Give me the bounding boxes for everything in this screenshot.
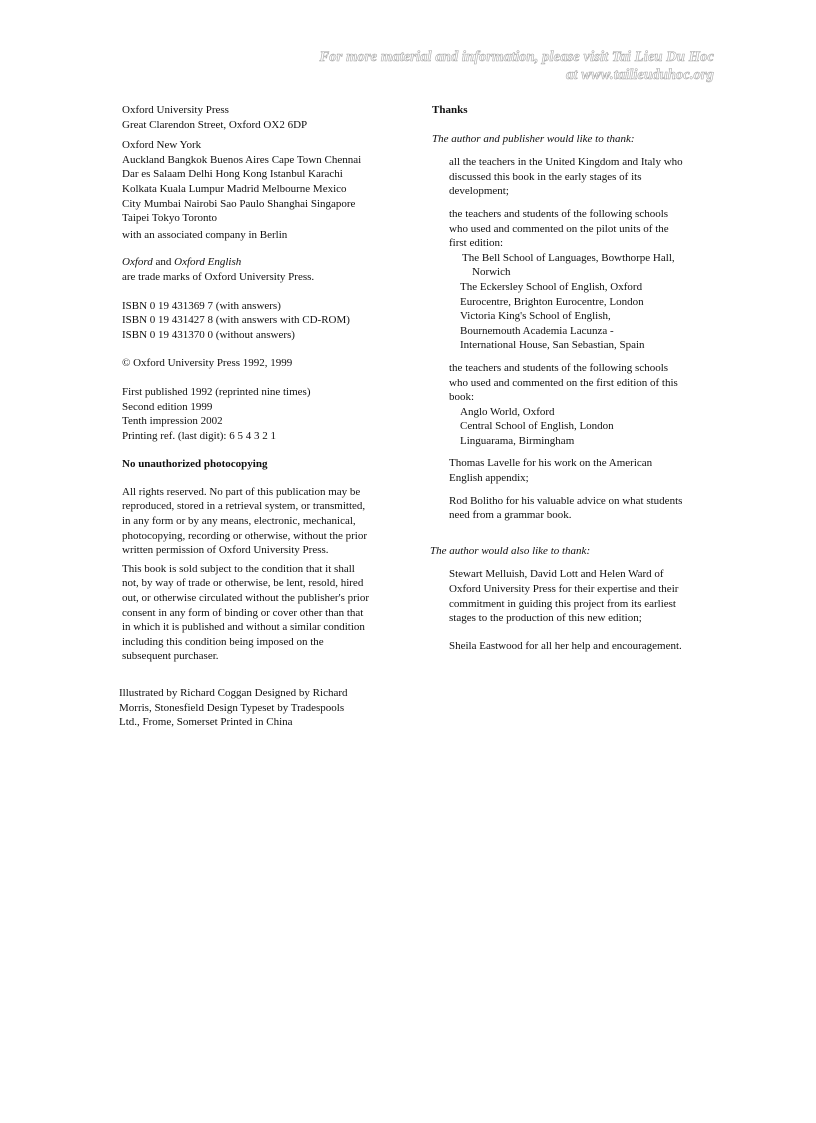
trademark-line: are trade marks of Oxford University Press.	[122, 270, 315, 283]
no-photocopying-heading	[122, 457, 422, 472]
credits-line: Ltd., Frome, Somerset Printed in China	[119, 716, 293, 729]
copyright-notice	[122, 356, 422, 371]
condition-line: in which it is published and without a similar condition	[122, 621, 365, 634]
trademark-and: and	[152, 256, 175, 269]
imprint-column	[119, 103, 422, 730]
condition-line: subsequent purchaser.	[122, 650, 219, 663]
credits-line: Morris, Stonesfield Design Typeset by Tradespools	[119, 701, 345, 714]
first-edition-school: Anglo World, Oxford	[460, 405, 555, 418]
no-photocopying-line: No unauthorized photocopying	[122, 458, 268, 471]
trademark-oxford: Oxford	[122, 256, 153, 269]
teachers-line: discussed this book in the early stages of its	[449, 170, 642, 183]
staff-line: commitment in guiding this project from its earliest	[449, 597, 676, 610]
cities-line: Oxford New York	[122, 139, 202, 152]
isbn-list	[122, 299, 422, 343]
production-credits	[119, 686, 422, 730]
thanks-bolitho	[431, 494, 721, 523]
edition-line: Second edition 1999	[122, 400, 213, 413]
author-thanks-intro	[430, 544, 721, 559]
rights-line: All rights reserved. No part of this publication may be	[122, 485, 361, 498]
watermark-line-1: For more material and information, please visit Tai Lieu Du Hoc	[319, 49, 714, 65]
rights-line: reproduced, stored in a retrieval system, or transmitted,	[122, 500, 366, 513]
trademark-oxford-english: Oxford English	[174, 256, 242, 269]
copyright-line: © Oxford University Press 1992, 1999	[122, 357, 293, 370]
isbn-line: ISBN 0 19 431370 0 (without answers)	[122, 328, 295, 341]
thanks-first-edition	[431, 361, 721, 405]
eastwood-line: Sheila Eastwood for all her help and encouragement.	[449, 639, 682, 652]
watermark-line-2: at www.tailieuduhoc.org	[565, 67, 714, 83]
edition-line: First published 1992 (reprinted nine times)	[122, 385, 311, 398]
cities-line: Taipei Tokyo Toronto	[122, 212, 218, 225]
edition-line: Printing ref. (last digit): 6 5 4 3 2 1	[122, 429, 276, 442]
thanks-intro-text: The author and publisher would like to thank:	[432, 132, 635, 145]
thanks-lavelle	[431, 456, 721, 485]
condition-line: out, or otherwise circulated without the publisher's prior	[122, 592, 369, 605]
pilot-school: Victoria King's School of English,	[460, 310, 611, 323]
trademark-notice	[122, 255, 422, 284]
bolitho-line: need from a grammar book.	[449, 509, 572, 522]
lavelle-line: English appendix;	[449, 472, 529, 485]
pilot-line: first edition:	[449, 237, 504, 250]
condition-line: including this condition being imposed on the	[122, 635, 324, 648]
thanks-teachers	[431, 155, 721, 199]
cities-line: Auckland Bangkok Buenos Aires Cape Town Chennai	[122, 153, 362, 166]
watermark	[320, 48, 714, 84]
edition-history	[122, 385, 422, 443]
staff-line: Oxford University Press for their expertise and their	[449, 583, 679, 596]
author-intro-text: The author would also like to thank:	[430, 544, 591, 557]
pilot-school: The Bell School of Languages, Bowthorpe Hall,	[462, 251, 675, 264]
bolitho-line: Rod Bolitho for his valuable advice on what students	[449, 494, 683, 507]
first-edition-school: Central School of English, London	[460, 420, 614, 433]
thanks-eastwood	[431, 639, 721, 654]
credits-line: Illustrated by Richard Coggan Designed by Richard	[119, 687, 348, 699]
staff-line: Stewart Melluish, David Lott and Helen Ward of	[449, 568, 664, 581]
associated-line: with an associated company in Berlin	[122, 228, 288, 241]
condition-line: consent in any form of binding or cover other than that	[122, 606, 364, 619]
isbn-line: ISBN 0 19 431427 8 (with answers with CD-ROM)	[122, 314, 350, 327]
publisher-line: Oxford University Press	[122, 104, 229, 116]
pilot-school: International House, San Sebastian, Spain	[460, 339, 645, 352]
cities-line: Dar es Salaam Delhi Hong Kong Istanbul Karachi	[122, 168, 343, 181]
cities-line: Kolkata Kuala Lumpur Madrid Melbourne Mexico	[122, 182, 347, 195]
first-edition-school: Linguarama, Birmingham	[460, 434, 575, 447]
staff-line: stages to the production of this new edition;	[449, 612, 642, 625]
sale-condition	[122, 562, 422, 664]
publisher-cities	[122, 138, 422, 226]
first-edition-school-list	[431, 405, 721, 449]
first-edition-line: the teachers and students of the following schools	[449, 361, 669, 374]
cities-line: City Mumbai Nairobi Sao Paulo Shanghai Singapore	[122, 197, 356, 210]
first-edition-line: book:	[449, 391, 475, 404]
trademark-line	[122, 255, 422, 270]
pilot-school: The Eckersley School of English, Oxford	[460, 280, 643, 293]
condition-line: not, by way of trade or otherwise, be lent, resold, hired	[122, 577, 364, 590]
pilot-school-list	[431, 251, 721, 353]
publisher-address	[122, 103, 422, 132]
thanks-pilot-schools	[431, 207, 721, 251]
rights-line: in any form or by any means, electronic, mechanical,	[122, 515, 356, 528]
rights-reserved	[122, 485, 422, 558]
teachers-line: development;	[449, 185, 509, 198]
first-edition-line: who used and commented on the first edition of this	[449, 376, 678, 389]
rights-line: written permission of Oxford University Press.	[122, 544, 329, 557]
condition-line: This book is sold subject to the condition that it shall	[122, 562, 355, 575]
pilot-school: Norwich	[472, 266, 511, 279]
pilot-line: who used and commented on the pilot units of the	[449, 222, 669, 235]
lavelle-line: Thomas Lavelle for his work on the American	[449, 457, 653, 470]
associated-company	[122, 228, 422, 243]
publisher-line: Great Clarendon Street, Oxford OX2 6DP	[122, 118, 308, 131]
thanks-heading-text: Thanks	[432, 104, 468, 116]
rights-line: photocopying, recording or otherwise, without the prior	[122, 529, 368, 542]
thanks-intro	[432, 132, 721, 147]
thanks-heading	[432, 103, 721, 118]
thanks-oup-staff	[431, 567, 721, 625]
pilot-school: Eurocentre, Brighton Eurocentre, London	[460, 295, 644, 308]
thanks-column	[431, 103, 721, 653]
edition-line: Tenth impression 2002	[122, 415, 223, 428]
pilot-school: Bournemouth Academia Lacunza -	[460, 324, 614, 337]
isbn-line: ISBN 0 19 431369 7 (with answers)	[122, 299, 281, 312]
teachers-line: all the teachers in the United Kingdom and Italy who	[449, 156, 683, 169]
pilot-line: the teachers and students of the following schools	[449, 207, 669, 220]
